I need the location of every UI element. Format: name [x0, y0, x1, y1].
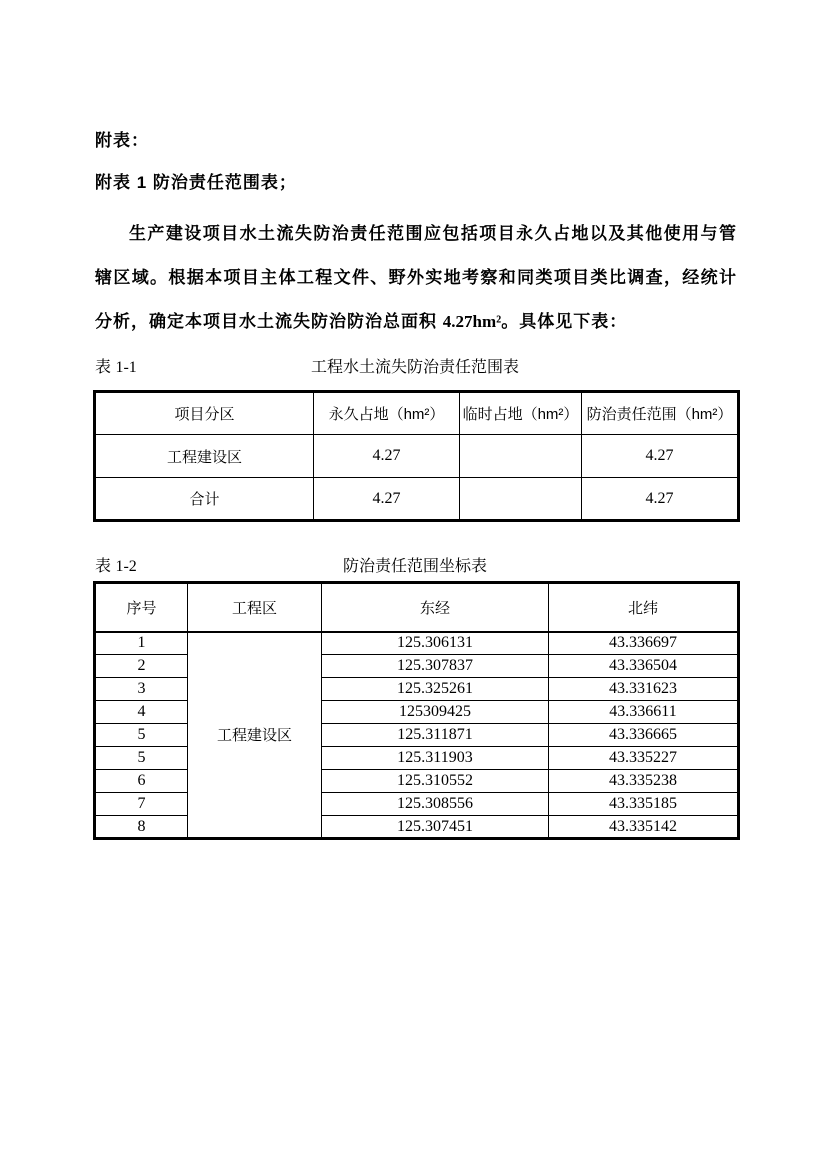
table1-label-zh: 表 [95, 359, 112, 376]
table2-label [95, 557, 137, 577]
longitude-cell: 125.311871 [322, 724, 549, 747]
table-row-total [95, 478, 739, 521]
longitude-cell: 125.325261 [322, 678, 549, 701]
latitude-cell: 43.336665 [549, 724, 739, 747]
latitude-cell: 43.331623 [549, 678, 739, 701]
table2-label-number: 1-2 [115, 558, 137, 575]
intro-paragraph [95, 212, 737, 344]
appendix-heading: 附表： [95, 131, 149, 150]
table1-title: 工程水土流失防治责任范围表 [310, 359, 519, 376]
longitude-cell: 125.311903 [322, 747, 549, 770]
table2-caption [93, 557, 737, 577]
table2-label-zh: 表 [95, 558, 112, 575]
sequence-cell: 4 [95, 701, 188, 724]
column-header-sequence: 序号 [95, 583, 188, 632]
permanent-land-cell: 4.27 [314, 435, 460, 478]
coordinate-row [95, 632, 739, 655]
responsibility-scope-cell: 4.27 [582, 435, 739, 478]
column-header-project-zone: 项目分区 [95, 392, 314, 435]
latitude-cell: 43.336504 [549, 655, 739, 678]
table1-caption [93, 358, 737, 378]
sequence-cell: 3 [95, 678, 188, 701]
column-header-temporary-land: 临时占地（hm²） [460, 392, 582, 435]
column-header-project-area: 工程区 [188, 583, 322, 632]
table1-label [95, 358, 137, 378]
sequence-cell: 7 [95, 793, 188, 816]
document-content [93, 0, 737, 840]
table-header-row [95, 583, 739, 632]
longitude-cell: 125.308556 [322, 793, 549, 816]
table-row [95, 435, 739, 478]
sequence-cell: 6 [95, 770, 188, 793]
sequence-cell: 2 [95, 655, 188, 678]
permanent-land-cell: 4.27 [314, 478, 460, 521]
coordinates-table [93, 581, 740, 840]
zone-cell: 工程建设区 [188, 632, 322, 839]
latitude-cell: 43.335142 [549, 816, 739, 839]
sequence-cell: 5 [95, 724, 188, 747]
column-header-responsibility-scope: 防治责任范围（hm²） [582, 392, 739, 435]
paragraph-text-before: 生产建设项目水土流失防治责任范围应包括项目永久占地以及其他使用与管辖区域。根据本项目主体工程文件、野外实地考察和同类项目类比调查，经统计分析，确定本项目水土流失防治防治总面积 [95, 224, 737, 331]
sequence-cell: 8 [95, 816, 188, 839]
longitude-cell: 125.307837 [322, 655, 549, 678]
sequence-cell: 5 [95, 747, 188, 770]
table-header-row [95, 392, 739, 435]
prevention-scope-table [93, 390, 740, 522]
longitude-cell: 125.310552 [322, 770, 549, 793]
latitude-cell: 43.335185 [549, 793, 739, 816]
paragraph-text-after: 。具体见下表： [501, 312, 628, 331]
zone-name-cell: 工程建设区 [95, 435, 314, 478]
longitude-cell: 125.306131 [322, 632, 549, 655]
longitude-cell: 125309425 [322, 701, 549, 724]
latitude-cell: 43.336697 [549, 632, 739, 655]
appendix-table1-heading: 附表 1 防治责任范围表； [95, 173, 297, 192]
responsibility-scope-cell: 4.27 [582, 478, 739, 521]
temporary-land-cell [460, 435, 582, 478]
latitude-cell: 43.335227 [549, 747, 739, 770]
latitude-cell: 43.335238 [549, 770, 739, 793]
latitude-cell: 43.336611 [549, 701, 739, 724]
column-header-east-longitude: 东经 [322, 583, 549, 632]
zone-name-cell: 合计 [95, 478, 314, 521]
sequence-cell: 1 [95, 632, 188, 655]
table2-title: 防治责任范围坐标表 [342, 558, 487, 575]
column-header-permanent-land: 永久占地（hm²） [314, 392, 460, 435]
total-area-value: 4.27hm² [442, 312, 502, 331]
longitude-cell: 125.307451 [322, 816, 549, 839]
column-header-north-latitude: 北纬 [549, 583, 739, 632]
temporary-land-cell [460, 478, 582, 521]
table1-label-number: 1-1 [115, 359, 137, 376]
